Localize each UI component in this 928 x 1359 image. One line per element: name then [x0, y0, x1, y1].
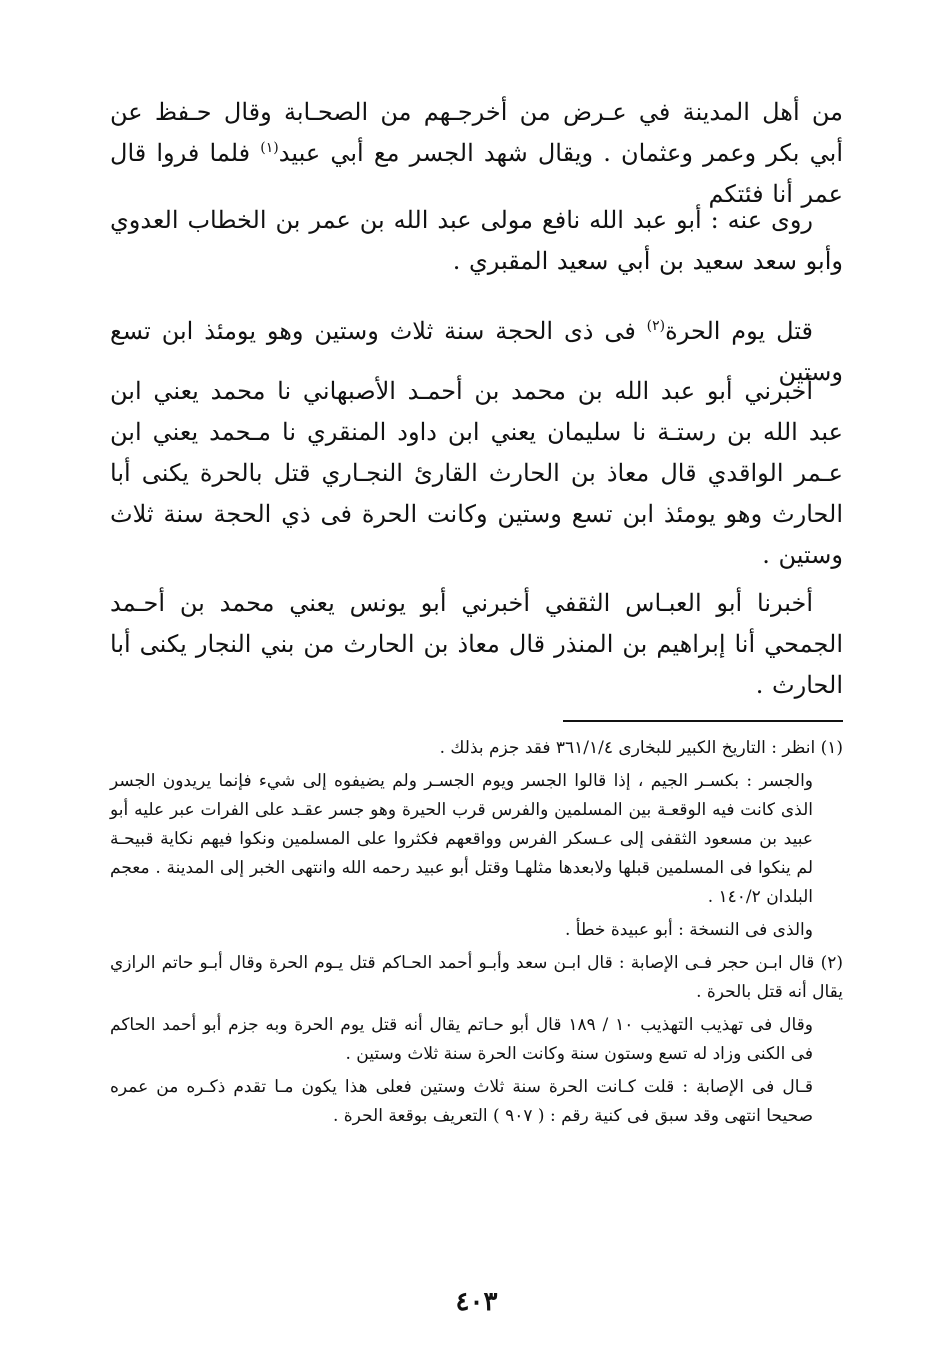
paragraph-4-text: أخبرني أبو عبد الله بن محمد بن أحمـد الأصبهاني نا محمد يعني ابن عبد الله بن رستـة نا سليمان يعني ابن داود المنقري نا مـحمد يعني ابن عـمر الواقدي قال معاذ بن الحارث القارئ النجـاري قتل بالحرة يكنى أبا الحارث وهو يومئذ ابن تسع وستين وكانت الحرة فى ذي الحجة سنة ثلاث وستين . [110, 377, 843, 569]
paragraph-3-start: قتل يوم الحرة [665, 317, 814, 345]
paragraph-1-text: من أهل المدينة في عـرض من أخرجـهم من الصحـابة وقال حـفظ عن أبي بكر وعمر وعثمان . ويقال شهد الجسر مع أبي عبيد [110, 98, 844, 167]
paragraph-1 [110, 92, 843, 215]
footnote-1-jisr: والجسر : بكسـر الجيم ، إذا قالوا الجسر ويوم الجسـر ولم يضيفوه إلى شيء فإنما يريدون الجسر الذى كانت فيه الوقعـة بين المسلمين والفرس قرب الحيرة وهو جسر عقـد على الفرات عبر عليه أبو عبيد بن مسعود الثقفى إلى عـسكر الفرس وواقعهم فكثروا على المسلمين ونكوا فيهم نكاية قبيحـة لم ينكوا فى المسلمين قبلها ولابعدها مثلهـا وقتل أبو عبيد رحمه الله وانتهى الخبر إلى المدينة . معجم البلدان ١٤٠/٢ . [110, 771, 813, 907]
paragraph-5 [110, 583, 843, 706]
book-page [110, 0, 843, 1359]
page-number: ٤٠٣ [455, 1287, 498, 1317]
footnote-2: (٢) قال ابـن حجر فـى الإصابة : قال ابـن سعد وأبـو أحمد الحـاكم قتل يـوم الحرة وقال أبـو حاتم الرازي يقال أنه قتل بالحرة . [110, 953, 843, 1002]
footnote-1: (١) انظر : التاريخ الكبير للبخارى ٣٦١/١/٤ فقد جزم بذلك . [439, 738, 843, 758]
footnotes [110, 734, 843, 1135]
footnote-2-isaba: قـال فى الإصابة : قلت كـانت الحرة سنة ثلاث وستين فعلى هذا يكون مـا تقدم ذكـره من عمره صحيحا انتهى وقد سبق فى كنية رقم : ( ٩٠٧ ) التعريف بوقعة الحرة . [110, 1077, 813, 1126]
paragraph-1-end: فلما فروا قال عمر أنا فئتكم [110, 139, 843, 208]
footnote-divider [563, 720, 843, 722]
footnote-ref-2: (٢) [646, 318, 666, 334]
paragraph-3-end: فى ذى الحجة سنة ثلاث وستين وهو يومئذ ابن تسع وستين [110, 317, 843, 386]
footnote-2-tahdhib: وقال فى تهذيب التهذيب ١٠ / ١٨٩ قال أبو حـاتم يقال أنه قتل يوم الحرة وبه جزم أبو أحمد الحاكم فى الكنى وزاد له تسع وستون سنة وكانت الحرة سنة ثلاث وستين . [110, 1015, 813, 1064]
footnote-1-copy-note: والذى فى النسخة : أبو عبيدة خطأ . [565, 920, 813, 940]
paragraph-5-text: أخبرنا أبو العبـاس الثقفي أخبرني أبو يونس يعني محمد بن أحـمد الجمحي أنا إبراهيم بن المنذر قال معاذ بن الحارث من بني النجار يكنى أبا الحارث . [110, 589, 843, 699]
paragraph-4 [110, 371, 843, 576]
paragraph-2-text: روى عنه : أبو عبد الله نافع مولى عبد الله بن عمر بن الخطاب العدوي وأبو سعد سعيد بن أبي سعيد المقبري . [110, 206, 843, 275]
footnote-ref-1: (١) [260, 140, 279, 156]
paragraph-2 [110, 200, 843, 282]
